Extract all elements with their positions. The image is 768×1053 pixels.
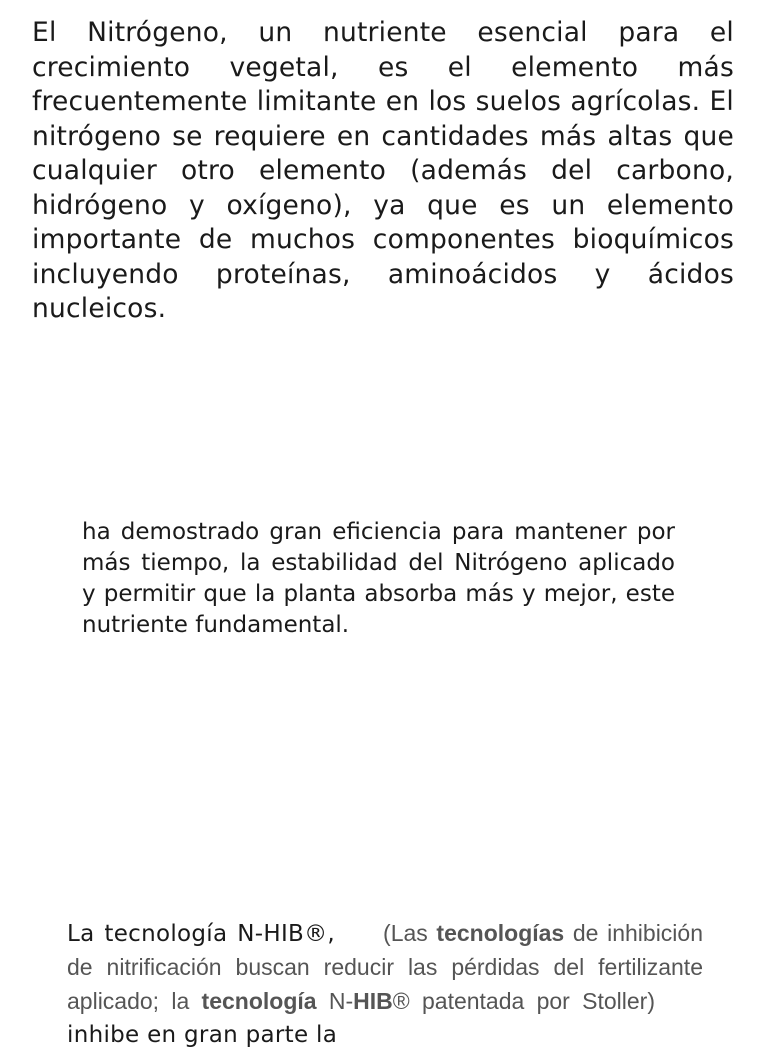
aside-bold-tecnologia: tecnología [201, 988, 317, 1014]
aside-bold-tecnologias: tecnologías [436, 920, 565, 946]
efficiency-paragraph: ha demostrado gran eficiencia para mantener por más tiempo, la estabilidad del Nitrógeno aplicado y permitir que la planta absorba más y mejor, este nutriente fundamental. [82, 519, 675, 638]
technology-tail: inhibe en gran parte la [67, 1022, 338, 1048]
intro-paragraph: El Nitrógeno, un nutriente esencial para el crecimiento vegetal, es el elemento más frecuentemente limitante en los suelos agrícolas. El nitrógeno se requiere en cantidades más altas que cualquier otro elemento (además del carbono, hidrógeno y oxígeno), ya que es un elemento importante de muchos componentes bioquímicos incluyendo proteínas, aminoácidos y ácidos nucleicos. [32, 17, 734, 324]
aside-open: (Las [383, 920, 437, 946]
aside-bold-hib: HIB [353, 988, 393, 1014]
technology-paragraph [67, 918, 703, 1053]
aside-mid-1: de inhibición de nitrificación buscan reducir las pérdidas del fertilizante aplicado; la [67, 920, 704, 1014]
aside-mid-2: N- [316, 988, 354, 1014]
technology-lead: La tecnología N-HIB®, [67, 921, 336, 947]
aside-close: ® patentada por Stoller) [392, 988, 655, 1014]
